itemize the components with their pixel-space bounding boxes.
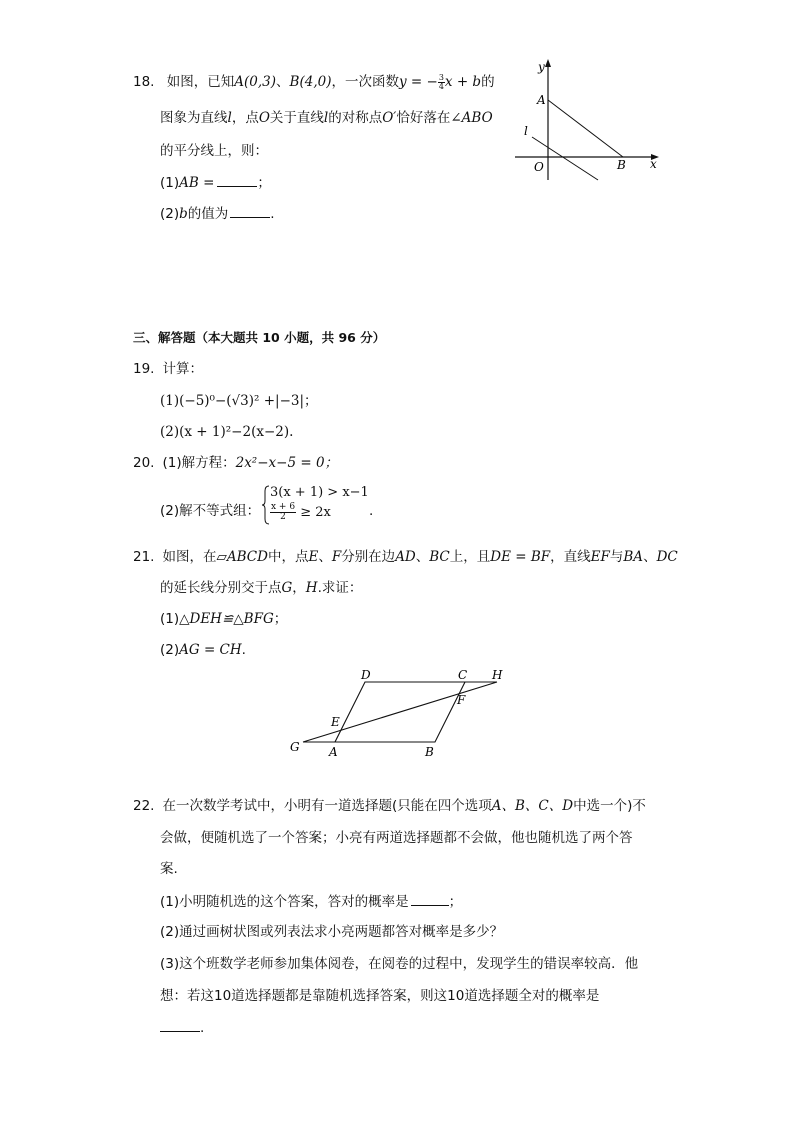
q21-part-1: (1)△DEH≌△BFG； <box>160 611 288 627</box>
y-axis-label: y <box>538 60 545 74</box>
q22-line-2: 会做，便随机选了一个答案；小亮有两道选择题都不会做，他也随机选了两个答 <box>160 830 633 846</box>
q18-line-1: 18. 如图，已知A(0,3)、B(4,0)，一次函数y = − $\frac{3}{4}$ x + b的 <box>133 72 495 91</box>
answer-blank[interactable] <box>160 1018 200 1032</box>
q20-inequality-2: $\frac{x + 6}{2}$ ≥ 2x <box>271 502 331 522</box>
answer-blank[interactable] <box>411 892 449 906</box>
q21-line-2: 的延长线分别交于点G，H.求证： <box>160 580 363 596</box>
q18-number: 18. <box>133 74 155 90</box>
point-C-label: C <box>458 668 468 682</box>
point-A-label: A <box>329 745 338 759</box>
q21-part-2: (2)AG = CH. <box>160 642 246 658</box>
point-D-label: D <box>361 668 371 682</box>
point-E-label: E <box>331 715 340 729</box>
q18-figure <box>510 55 670 185</box>
q20-part-2-label: (2)解不等式组： <box>160 503 261 519</box>
q22-part-3-answer: . <box>160 1018 204 1037</box>
q19-part-1: (1)(−5)⁰−(√3)² +|−3|； <box>160 393 318 409</box>
q22-line-1: 22. 在一次数学考试中，小明有一道选择题(只能在四个选项A、B、C、D中选一个)不 <box>133 798 646 814</box>
origin-label: O <box>534 160 544 174</box>
q20-end: . <box>369 503 374 519</box>
q18-part-1: (1)AB = ； <box>160 175 271 191</box>
q18-line-3: 的平分线上，则： <box>160 143 268 159</box>
q22-part-3-continued: 想：若这10道选择题都是靠随机选择答案，则这10道选择题全对的概率是 <box>160 988 600 1004</box>
q21-parallelogram-figure <box>285 662 515 762</box>
point-H-label: H <box>492 668 503 682</box>
q22-part-3: (3)这个班数学老师参加集体阅卷，在阅卷的过程中，发现学生的错误率较高．他 <box>160 956 639 972</box>
section-3-title: 三、解答题（本大题共 10 小题，共 96 分） <box>133 330 386 345</box>
point-B-label: B <box>425 745 434 759</box>
answer-blank[interactable] <box>230 204 270 218</box>
q20-part-1: 20. (1)解方程：2x²−x−5 = 0； <box>133 455 339 471</box>
q21-line-1: 21. 如图，在▱ABCD中，点E、F分别在边AD、BC上，且DE = BF，直线EF与BA、DC <box>133 549 678 565</box>
q22-part-2: (2)通过画树状图或列表法求小亮两题都答对概率是多少？ <box>160 924 504 940</box>
point-B-label: B <box>617 158 626 172</box>
q19-part-2: (2)(x + 1)²−2(x−2). <box>160 424 294 440</box>
q18-fraction: $\frac{3}{4}$ <box>438 72 444 91</box>
answer-blank[interactable] <box>217 173 257 187</box>
point-F-label: F <box>457 693 466 707</box>
q22-line-3: 案. <box>160 861 178 877</box>
q19-line: 19. 计算： <box>133 361 203 377</box>
q18-line-2: 图象为直线l，点O关于直线l的对称点O′恰好落在∠ABO <box>160 110 493 126</box>
point-A-label: A <box>537 93 546 107</box>
q22-part-1: (1)小明随机选的这个答案，答对的概率是 ； <box>160 894 463 910</box>
point-G-label: G <box>290 740 300 754</box>
q18-part-2: (2)b的值为 . <box>160 206 275 222</box>
line-l-label: l <box>524 124 528 138</box>
q20-inequality-1: 3(x + 1) > x−1 <box>270 485 369 500</box>
x-axis-label: x <box>650 157 657 171</box>
